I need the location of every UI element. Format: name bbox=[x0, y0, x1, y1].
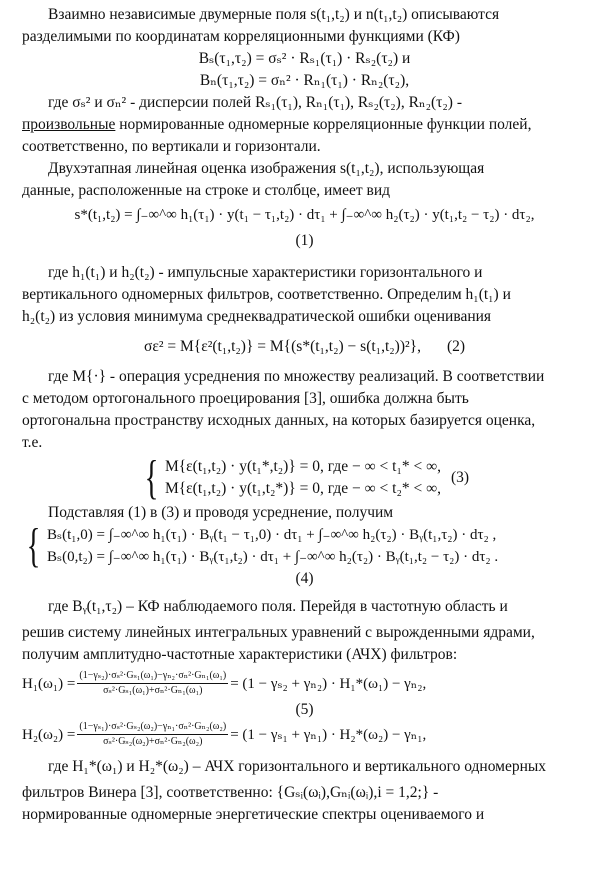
text-line: получим амплитудно-частотные характеристики (АЧХ) фильтров: bbox=[22, 646, 458, 663]
text-line: т.е. bbox=[22, 434, 43, 451]
text-line: нормированные одномерные энергетические спектры оцениваемого и bbox=[22, 806, 485, 823]
text-line: Двухэтапная линейная оценка изображения s(t₁,t₂), использующая bbox=[48, 160, 485, 177]
equation-3 bbox=[22, 451, 587, 504]
text-line: с методом ортогонального проецирования [3], ошибка должна быть bbox=[22, 390, 469, 407]
equation-number: (5) bbox=[295, 701, 314, 718]
equation-5a bbox=[22, 670, 587, 697]
text-line: где Bᵧ(t₁,τ₂) – КФ наблюдаемого поля. Перейдя в частотную область и bbox=[48, 598, 508, 615]
brace-symbol: { bbox=[26, 519, 41, 572]
text-line: Взаимно независимые двумерные поля s(t₁,t₂) и n(t₁,t₂) описываются bbox=[48, 6, 500, 23]
equation-lhs: H₂(ω₂) = bbox=[22, 726, 76, 743]
fraction-numerator: (1−γₛ₂)·σₛ²·Gₛ₁(ω₁)−γₙ₂·σₙ²·Gₙ₁(ω₁) bbox=[77, 670, 228, 684]
equation-4 bbox=[22, 519, 587, 572]
fraction-denominator: σₛ²·Gₛ₁(ω₁)+σₙ²·Gₙ₁(ω₁) bbox=[103, 685, 203, 696]
text-line: Подставляя (1) в (3) и проводя усреднение, получим bbox=[48, 504, 394, 521]
fraction bbox=[77, 670, 228, 697]
equation-1: s*(t₁,t₂) = ∫₋∞^∞ h₁(τ₁) · y(t₁ − τ₁,t₂) · dτ₁ + ∫₋∞^∞ h₂(τ₂) · y(t₁,t₂ − τ₂) · dτ₂, bbox=[74, 207, 535, 223]
equation-3a: M{ε(t₁,t₂) · y(t₁*,t₂)} = 0, где − ∞ < t₁* < ∞, bbox=[164, 458, 442, 475]
text-line: фильтров Винера [3], соответственно: {Gₛᵢ(ωᵢ),Gₙᵢ(ωᵢ),i = 1,2;} - bbox=[22, 784, 439, 801]
equation-number: (3) bbox=[451, 469, 470, 486]
text-line: где H₁*(ω₁) и H₂*(ω₂) – АЧХ горизонтального и вертикального одномерных bbox=[48, 758, 547, 775]
equation-4a: Bₛ(t₁,0) = ∫₋∞^∞ h₁(τ₁) · Bᵧ(t₁ − τ₁,0) · dτ₁ + ∫₋∞^∞ h₂(τ₂) · Bᵧ(t₁,τ₂) · dτ₂ , bbox=[47, 527, 497, 543]
text-line: соответственно, по вертикали и горизонтали. bbox=[22, 138, 321, 155]
equation-2-row bbox=[22, 336, 587, 358]
equation-4b: Bₛ(0,t₂) = ∫₋∞^∞ h₁(τ₁) · Bᵧ(τ₁,t₂) · dτ₁ + ∫₋∞^∞ h₂(τ₂) · Bᵧ(t₁,t₂ − τ₂) · dτ₂ . bbox=[47, 549, 499, 565]
underlined-word: произвольные bbox=[22, 116, 116, 133]
text-line: данные, расположенные на строке и столбце, имеет вид bbox=[22, 182, 391, 199]
fraction bbox=[77, 721, 228, 748]
equation-3b: M{ε(t₁,t₂) · y(t₁,t₂*)} = 0, где − ∞ < t₂* < ∞, bbox=[164, 480, 442, 497]
equation-lhs: H₁(ω₁) = bbox=[22, 675, 76, 692]
equation-5b bbox=[22, 721, 587, 748]
fraction-denominator: σₛ²·Gₛ₂(ω₂)+σₙ²·Gₙ₂(ω₂) bbox=[103, 736, 203, 747]
document-page bbox=[0, 4, 615, 876]
text-line: где σₛ² и σₙ² - дисперсии полей Rₛ₁(τ₁), Rₙ₁(τ₁), Rₛ₂(τ₂), Rₙ₂(τ₂) - bbox=[48, 94, 463, 111]
text-segment: нормированные одномерные корреляционные функции полей, bbox=[115, 116, 532, 133]
fraction-numerator: (1−γₛ₁)·σₛ²·Gₛ₂(ω₂)−γₙ₁·σₙ²·Gₙ₂(ω₂) bbox=[77, 721, 228, 735]
text-line: разделимыми по координатам корреляционными функциями (КФ) bbox=[22, 28, 460, 45]
text-line: h₂(t₂) из условия минимума среднеквадратической ошибки оценивания bbox=[22, 308, 492, 325]
text-line: вертикального одномерных фильтров, соответственно. Определим h₁(t₁) и bbox=[22, 286, 511, 303]
equation-rhs: = (1 − γₛ₁ + γₙ₁) · H₂*(ω₂) − γₙ₁, bbox=[230, 726, 427, 743]
text-line: где M{·} - операция усреднения по множеству реализаций. В соответствии bbox=[48, 368, 545, 385]
equation-rhs: = (1 − γₛ₂ + γₙ₂) · H₁*(ω₁) − γₙ₂, bbox=[230, 675, 427, 692]
text-line: ортогональна пространству исходных данных, на которых базируется оценка, bbox=[22, 412, 536, 429]
text-line bbox=[22, 114, 587, 136]
equation-2: σε² = M{ε²(t₁,t₂)} = M{(s*(t₁,t₂) − s(t₁,t₂))²}, bbox=[143, 338, 421, 355]
equation-number: (1) bbox=[295, 232, 314, 249]
brace-symbol: { bbox=[144, 451, 159, 504]
equation-bn: Bₙ(τ₁,τ₂) = σₙ² · Rₙ₁(τ₁) · Rₙ₂(τ₂), bbox=[199, 72, 410, 89]
text-line: где h₁(t₁) и h₂(t₂) - импульсные характеристики горизонтального и bbox=[48, 264, 483, 281]
equation-number: (2) bbox=[446, 338, 466, 355]
equation-number: (4) bbox=[295, 570, 314, 587]
equation-bs: Bₛ(τ₁,τ₂) = σₛ² · Rₛ₁(τ₁) · Rₛ₂(τ₂) и bbox=[198, 50, 411, 67]
text-line: решив систему линейных интегральных уравнений с вырожденными ядрами, bbox=[22, 624, 535, 641]
